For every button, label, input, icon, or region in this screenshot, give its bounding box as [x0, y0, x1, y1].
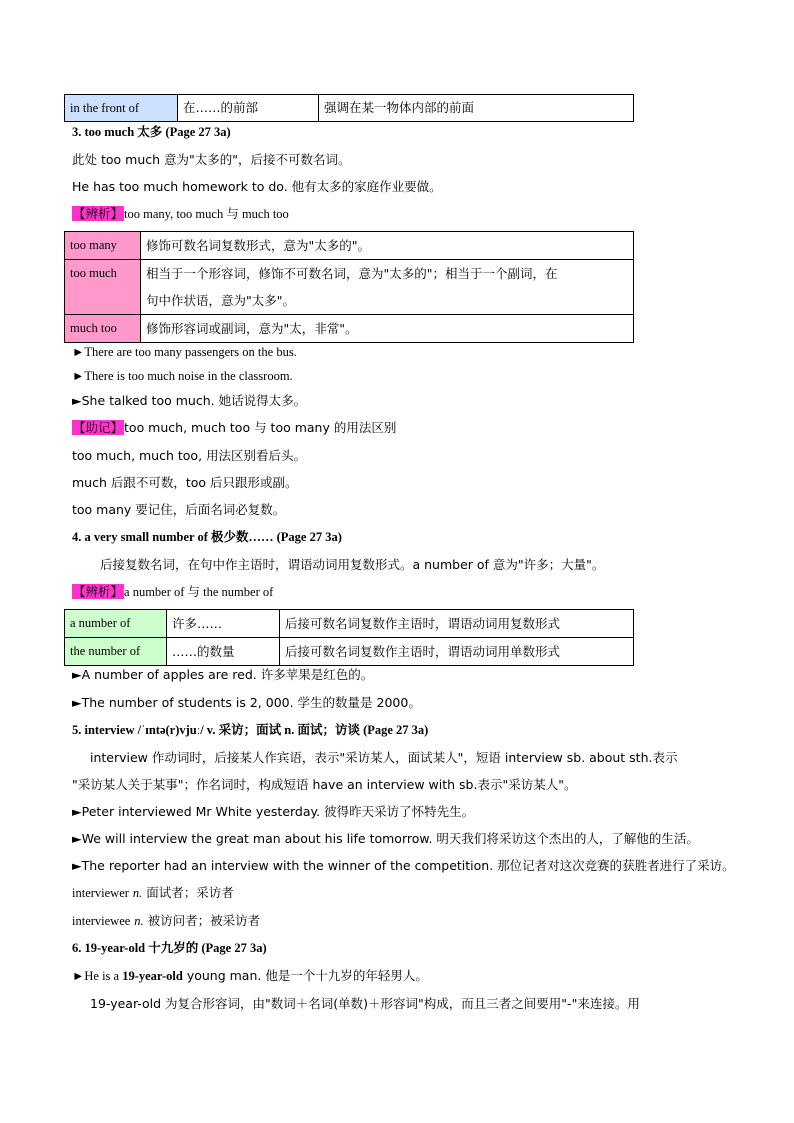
example-prefix: ►He is a	[72, 969, 123, 983]
table-cell: 强调在某一物体内部的前面	[319, 95, 634, 122]
paragraph: "采访某人关于某事"；作名词时，构成短语 have an interview with sb.表示"采访某人"。	[72, 777, 577, 792]
mnemonic-line	[72, 420, 396, 436]
in-the-front-of-table	[64, 94, 634, 122]
derived-word	[72, 885, 234, 901]
table-cell	[141, 260, 634, 315]
example-sentence: ►A number of apples are red. 许多苹果是红色的。	[72, 667, 374, 682]
example-sentence: ►The number of students is 2, 000. 学生的数量是 2000。	[72, 695, 421, 710]
table-cell: the number of	[65, 638, 167, 666]
example-sentence: ►There is too much noise in the classroom.	[72, 369, 293, 383]
derived-word-meaning: 被访问者；被采访者	[143, 913, 261, 928]
mnemonic-tag: 【助记】	[73, 420, 124, 435]
cell-line: 句中作状语，意为"太多"。	[146, 293, 295, 308]
analysis-text: a number of 与 the number of	[124, 585, 274, 599]
section-heading: 3. too much 太多 (Page 27 3a)	[72, 125, 231, 139]
table-cell: in the front of	[65, 95, 178, 122]
analysis-line	[72, 206, 289, 222]
analysis-tag: 【辨析】	[73, 206, 124, 221]
paragraph: 后接复数名词，在句中作主语时，谓语动词用复数形式。a number of 意为"许多；大量"。	[100, 557, 605, 572]
table-cell: 修饰形容词或副词，意为"太，非常"。	[141, 315, 634, 343]
example-sentence	[72, 968, 428, 984]
table-cell: a number of	[65, 610, 167, 638]
derived-word-term: interviewee	[72, 914, 131, 928]
paragraph: interview 作动词时，后接某人作宾语，表示"采访某人，面试某人"，短语 interview sb. about sth.表示	[90, 750, 678, 765]
table-row	[65, 610, 634, 638]
table-cell: too many	[65, 232, 141, 260]
derived-word-pos: n.	[134, 914, 144, 928]
paragraph: He has too much homework to do. 他有太多的家庭作业要做。	[72, 179, 442, 194]
mnemonic-text: too much, much too 与 too many 的用法区别	[124, 420, 397, 435]
table-cell: 许多……	[167, 610, 280, 638]
a-number-of-table	[64, 609, 634, 666]
table-row	[65, 95, 634, 122]
example-sentence: ►The reporter had an interview with the winner of the competition. 那位记者对这次竞赛的获胜者进行了采访。	[72, 858, 735, 873]
analysis-tag: 【辨析】	[73, 584, 124, 599]
example-bold-term: 19-year-old	[122, 969, 183, 983]
table-cell: 后接可数名词复数作主语时，谓语动词用复数形式	[280, 610, 634, 638]
table-cell: 在……的前部	[178, 95, 319, 122]
derived-word-meaning: 面试者；采访者	[142, 885, 234, 900]
section-heading: 4. a very small number of 极少数…… (Page 27 3a)	[72, 530, 342, 544]
analysis-line	[72, 584, 273, 600]
table-cell: much too	[65, 315, 141, 343]
table-row	[65, 260, 634, 315]
section-heading: 6. 19-year-old 十九岁的 (Page 27 3a)	[72, 941, 267, 955]
example-sentence: ►She talked too much. 她话说得太多。	[72, 393, 307, 408]
table-row	[65, 638, 634, 666]
table-cell: 后接可数名词复数作主语时，谓语动词用单数形式	[280, 638, 634, 666]
mnemonic-verse: much 后跟不可数，too 后只跟形或副。	[72, 475, 298, 490]
mnemonic-verse: too many 要记住，后面名词必复数。	[72, 502, 286, 517]
example-suffix: young man. 他是一个十九岁的年轻男人。	[182, 968, 428, 983]
section-heading: 5. interview /ˈɪntə(r)vjuː/ v. 采访；面试 n. 面试；访谈 (Page 27 3a)	[72, 723, 429, 737]
table-row	[65, 232, 634, 260]
paragraph: 此处 too much 意为"太多的"，后接不可数名词。	[72, 152, 351, 167]
example-sentence: ►Peter interviewed Mr White yesterday. 彼得昨天采访了怀特先生。	[72, 804, 475, 819]
table-cell: ……的数量	[167, 638, 280, 666]
analysis-text: too many, too much 与 much too	[124, 207, 289, 221]
table-cell: 修饰可数名词复数形式，意为"太多的"。	[141, 232, 634, 260]
derived-word	[72, 913, 260, 929]
cell-line: 相当于一个形容词，修饰不可数名词，意为"太多的"；相当于一个副词，在	[146, 266, 558, 281]
too-much-table	[64, 231, 634, 343]
table-row	[65, 315, 634, 343]
mnemonic-verse: too much, much too, 用法区别看后头。	[72, 448, 307, 463]
table-cell: too much	[65, 260, 141, 315]
example-sentence: ►We will interview the great man about his life tomorrow. 明天我们将采访这个杰出的人，了解他的生活。	[72, 831, 699, 846]
example-sentence: ►There are too many passengers on the bus.	[72, 345, 297, 359]
paragraph: 19-year-old 为复合形容词，由"数词＋名词(单数)＋形容词"构成，而且三者之间要用"-"来连接。用	[90, 996, 640, 1011]
derived-word-pos: n.	[132, 886, 143, 900]
derived-word-term: interviewer	[72, 886, 129, 900]
